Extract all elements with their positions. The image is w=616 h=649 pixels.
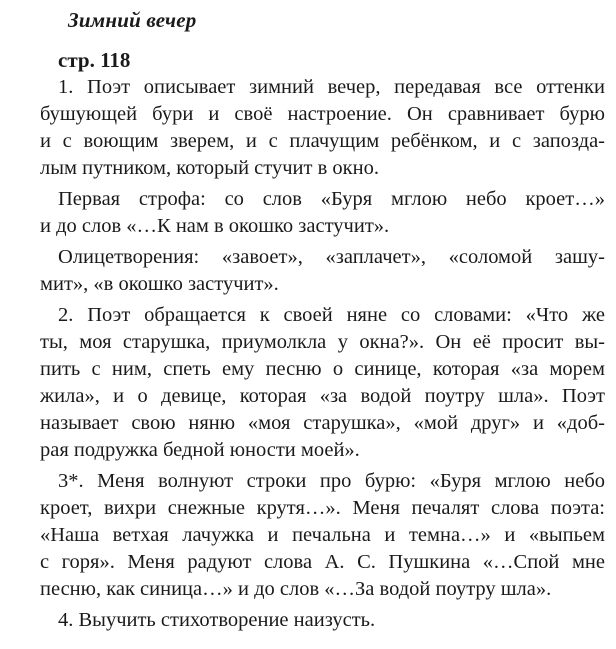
page-reference: стр. 118 — [58, 48, 131, 72]
text-line: 2. Поэт обращается к своей няне со словами: «Что же — [58, 304, 605, 326]
text-line: лым путником, который стучит в окно. — [40, 157, 379, 179]
document-title: Зимний вечер — [68, 8, 197, 32]
paragraph-4 — [40, 302, 605, 464]
paragraph-3 — [40, 244, 605, 298]
text-line: с горя». Меня радуют слова А. С. Пушкина «…Спой мне — [40, 551, 605, 573]
paragraph-5 — [40, 468, 605, 603]
text-line: кроет, вихри снежные крутя…». Меня печалят слова поэта: — [40, 497, 605, 519]
text-line: Олицетворения: «завоет», «заплачет», «соломой зашу- — [58, 246, 605, 268]
text-line: бушующей бури и своё настроение. Он сравнивает бурю — [40, 103, 605, 125]
text-line: «Наша ветхая лачужка и печальна и темна…» и «выпьем — [40, 524, 605, 546]
paragraph-6 — [40, 607, 605, 634]
text-line: и до слов «…К нам в окошко застучит». — [40, 215, 390, 237]
text-line: жила», и о девице, которая «за водой поутру шла». Поэт — [40, 385, 605, 407]
text-line: и с воющим зверем, и с плачущим ребёнком, и с запозда- — [40, 130, 605, 152]
text-line: Первая строфа: со слов «Буря мглою небо кроет…» — [58, 188, 605, 210]
paragraph-2 — [40, 186, 605, 240]
text-line: 3*. Меня волнуют строки про бурю: «Буря мглою небо — [58, 470, 605, 492]
text-line: называет свою няню «моя старушка», «мой друг» и «доб- — [40, 412, 605, 434]
text-line: 1. Поэт описывает зимний вечер, передавая все оттенки — [58, 76, 605, 98]
paragraph-1 — [40, 74, 605, 182]
text-line: 4. Выучить стихотворение наизусть. — [58, 609, 376, 631]
text-line: ты, моя старушка, приумолкла у окна?». Он её просит вы- — [40, 331, 605, 353]
text-line: песню, как синица…» и до слов «…За водой поутру шла». — [40, 578, 552, 600]
text-line: пить с ним, спеть ему песню о синице, которая «за морем — [40, 358, 605, 380]
text-line: мит», «в окошко застучит». — [40, 273, 279, 295]
text-line: рая подружка бедной юности моей». — [40, 439, 360, 461]
